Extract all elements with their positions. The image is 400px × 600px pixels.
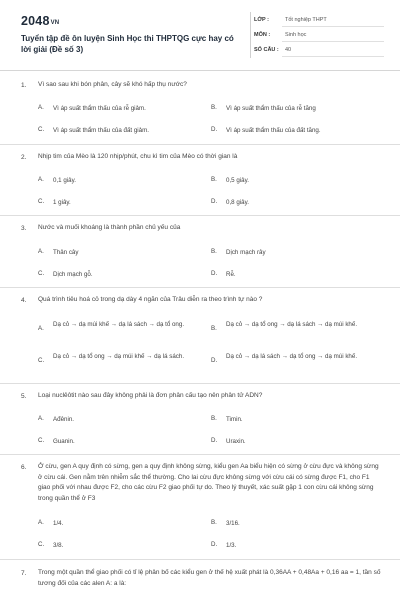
logo-text: 2048 xyxy=(21,14,50,28)
option-text: 1 giây. xyxy=(53,199,71,206)
exam-title: Tuyển tập đề ôn luyện Sinh Học thi THPTQG cực hay có lời giải (Đề số 3) xyxy=(21,34,234,54)
option-letter: A. xyxy=(38,415,44,422)
option-letter: B. xyxy=(211,248,217,255)
info-key: MÔN : xyxy=(254,32,271,38)
info-value: 40 xyxy=(285,47,292,53)
option-letter: D. xyxy=(211,357,218,364)
option-text: Dạ cỏ → dạ lá sách → dạ tổ ong → dạ múi khế. xyxy=(226,353,358,360)
question-number: 3. xyxy=(21,225,27,232)
option-text: Rễ. xyxy=(226,271,236,278)
option-text: Ađênin. xyxy=(53,416,74,423)
question-text: Trong một quần thể giao phối có tỉ lệ phân bố các kiểu gen ở thế hệ xuất phát là 0,36AA + 0,48Aa + 0,16 aa = 1, tần số tương đối của các alen A: a là: xyxy=(38,569,381,587)
option-text: Guanin. xyxy=(53,438,75,445)
question-number: 7. xyxy=(21,570,27,577)
option-letter: A. xyxy=(38,104,44,111)
question-number: 6. xyxy=(21,464,27,471)
option-letter: D. xyxy=(211,541,218,548)
option-letter: D. xyxy=(211,270,218,277)
option-text: Timin. xyxy=(226,416,243,423)
option-text: Dạ cỏ → dạ tổ ong → dạ lá sách → dạ múi khế. xyxy=(226,321,358,328)
option-text: Vì áp suất thẩm thấu của đất tăng. xyxy=(226,127,321,134)
question-number: 2. xyxy=(21,154,27,161)
question-text: Nhịp tim của Mèo là 120 nhịp/phút, chu kì tim của Mèo có thời gian là xyxy=(38,153,238,160)
option-letter: B. xyxy=(211,176,217,183)
question-text: Loại nuclêôtit nào sau đây không phải là đơn phân cấu tạo nên phân tử ADN? xyxy=(38,392,263,399)
question-number: 5. xyxy=(21,393,27,400)
option-letter: D. xyxy=(211,198,218,205)
option-letter: B. xyxy=(211,415,217,422)
question-divider xyxy=(0,215,400,216)
option-letter: A. xyxy=(38,176,44,183)
option-text: Thân cây xyxy=(53,249,79,256)
question-text: Nước và muối khoáng là thành phần chủ yếu của xyxy=(38,224,181,231)
option-letter: C. xyxy=(38,270,45,277)
option-text: 0,1 giây. xyxy=(53,177,76,184)
info-key: LỚP : xyxy=(254,17,269,23)
question-number: 4. xyxy=(21,297,27,304)
info-row-grade xyxy=(254,14,384,27)
question-text: Ở cừu, gen A quy định có sừng, gen a quy định không sừng, kiểu gen Aa biểu hiện có sừng ở cừu đực và không sừng ở cừu cái. Gen nằm trên nhiễm sắc thể thường. Cho lai cừu đực không sừng với cừu cái có sừng được F1, cho F1 giao phối với nhau được F2, cho các cừu F2 giao phối tự do. Theo lý thuyết, xác suất gặp 1 con cừu cái không sừng trong quần thể ở F3 xyxy=(38,463,379,502)
option-text: Dịch mạch gỗ. xyxy=(53,271,93,278)
option-text: Vì áp suất thẩm thấu của rễ tăng xyxy=(226,105,316,112)
question-divider xyxy=(0,383,400,384)
option-text: 1/3. xyxy=(226,542,237,549)
option-text: 1/4. xyxy=(53,520,64,527)
option-letter: A. xyxy=(38,519,44,526)
question-text: Vì sao sau khi bón phân, cây sẽ khó hấp thụ nước? xyxy=(38,81,187,88)
logo-suffix: VN xyxy=(50,20,60,26)
option-letter: D. xyxy=(211,126,218,133)
option-letter: C. xyxy=(38,357,45,364)
question-text: Quá trình tiêu hoá cỏ trong dạ dày 4 ngăn của Trâu diễn ra theo trình tự nào ? xyxy=(38,296,263,303)
option-text: 0,8 giây. xyxy=(226,199,249,206)
header-separator xyxy=(0,70,400,71)
question-divider xyxy=(0,559,400,560)
option-letter: B. xyxy=(211,325,217,332)
option-text: 0,5 giây. xyxy=(226,177,249,184)
option-text: Uraxin. xyxy=(226,438,246,445)
info-row-count xyxy=(254,44,384,57)
option-letter: D. xyxy=(211,437,218,444)
option-letter: C. xyxy=(38,198,45,205)
info-value: Tốt nghiệp THPT xyxy=(285,17,327,23)
option-text: Dạ cỏ → dạ múi khế → dạ lá sách → dạ tổ ong. xyxy=(53,321,185,328)
info-value: Sinh học xyxy=(285,32,307,38)
option-letter: C. xyxy=(38,541,45,548)
option-text: Vì áp suất thẩm thấu của rễ giảm. xyxy=(53,105,146,112)
info-key: SỐ CÂU : xyxy=(254,47,279,53)
question-divider xyxy=(0,287,400,288)
option-text: Dạ cỏ → dạ tổ ong → dạ múi khế → dạ lá sách. xyxy=(53,353,185,360)
question-divider xyxy=(0,144,400,145)
exam-header xyxy=(0,0,400,78)
option-text: Vì áp suất thẩm thấu của đất giảm. xyxy=(53,127,149,134)
question-number: 1. xyxy=(21,82,27,89)
option-letter: B. xyxy=(211,519,217,526)
option-letter: A. xyxy=(38,248,44,255)
header-divider xyxy=(250,12,251,58)
option-letter: B. xyxy=(211,104,217,111)
option-letter: A. xyxy=(38,325,44,332)
option-text: 3/16. xyxy=(226,520,240,527)
info-row-subject xyxy=(254,29,384,42)
option-text: 3/8. xyxy=(53,542,64,549)
question-divider xyxy=(0,454,400,455)
site-logo[interactable] xyxy=(21,14,59,28)
option-letter: C. xyxy=(38,437,45,444)
option-letter: C. xyxy=(38,126,45,133)
option-text: Dịch mạch rây xyxy=(226,249,266,256)
